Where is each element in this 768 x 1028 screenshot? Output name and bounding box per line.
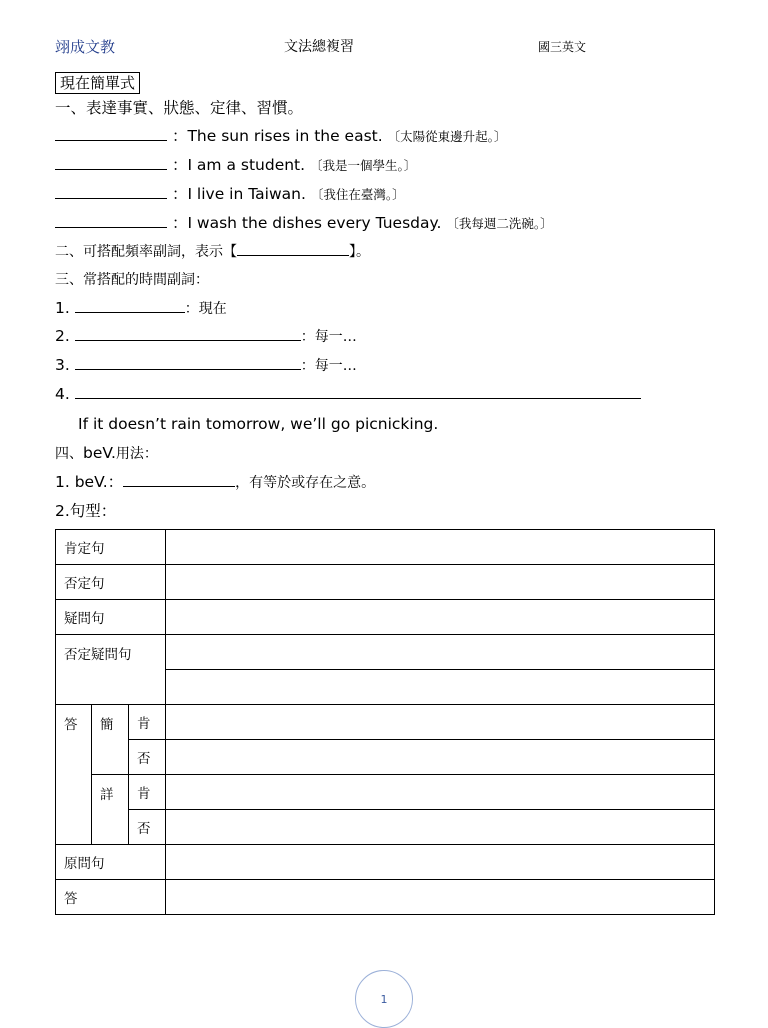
- row-label-negative: 否定句: [56, 565, 166, 600]
- item-suffix: ：每一…: [300, 329, 357, 345]
- s1-item-note: 〔太陽從東邊升起。〕: [387, 129, 507, 144]
- item-number: 4.: [55, 385, 70, 403]
- s3-item-4: [55, 383, 641, 405]
- answer-cell[interactable]: [166, 600, 715, 635]
- answer-cell[interactable]: [166, 775, 715, 810]
- row-label-original-question: 原問句: [56, 845, 166, 880]
- answer-cell[interactable]: [166, 565, 715, 600]
- s4-heading-prefix: 四、: [55, 446, 83, 462]
- s4-heading-word: beV.: [83, 444, 116, 462]
- s1-heading: 一、表達事實、狀態、定律、習慣。: [55, 99, 304, 117]
- s1-item-text: ：The sun rises in the east.: [171, 127, 383, 145]
- s4-heading: [55, 442, 158, 465]
- s3-item-2: [55, 325, 357, 348]
- answer-cell[interactable]: [166, 845, 715, 880]
- s4-heading-suffix: 用法：: [115, 446, 158, 462]
- row-label-yes: 肯: [129, 705, 166, 740]
- page-number: 1: [355, 970, 413, 1028]
- s3-example: If it doesn’t rain tomorrow, we’ll go picnicking.: [78, 415, 439, 433]
- answer-blank[interactable]: [75, 298, 185, 313]
- answer-blank[interactable]: [123, 472, 235, 487]
- s1-item-text: ：I wash the dishes every Tuesday.: [171, 214, 442, 232]
- answer-blank[interactable]: [75, 326, 301, 341]
- answer-blank[interactable]: [75, 355, 301, 370]
- s2-line: [55, 241, 370, 263]
- row-label-yes: 肯: [129, 775, 166, 810]
- s1-item-note: 〔我是一個學生。〕: [310, 158, 417, 173]
- row-label-negative-question: 否定疑問句: [56, 635, 166, 705]
- row-label-question: 疑問句: [56, 600, 166, 635]
- item-suffix: ：現在: [184, 301, 227, 317]
- answer-cell[interactable]: [166, 530, 715, 565]
- row-label-answer: 答: [56, 705, 92, 845]
- s1-item-note: 〔我住在臺灣。〕: [310, 187, 405, 202]
- answer-blank[interactable]: [55, 126, 167, 141]
- row-label-long: 詳: [92, 775, 129, 845]
- section-title: 現在簡單式: [55, 72, 140, 94]
- item-suffix: ：每一…: [300, 358, 357, 374]
- answer-blank[interactable]: [237, 241, 349, 256]
- answer-cell[interactable]: [166, 670, 715, 705]
- item-number: 2.: [55, 327, 70, 345]
- s3-item-1: [55, 297, 227, 320]
- s1-item-2: [55, 154, 416, 177]
- row-label-answer-2: 答: [56, 880, 166, 915]
- answer-blank[interactable]: [75, 384, 641, 399]
- s2-prefix: 二、可搭配頻率副詞，表示【: [55, 244, 237, 260]
- answer-cell[interactable]: [166, 740, 715, 775]
- s3-item-3: [55, 354, 357, 377]
- s4-item1-prefix: 1. beV.：: [55, 473, 124, 491]
- header-subject: 國三英文: [538, 40, 587, 54]
- s4-item-2: 2.句型：: [55, 502, 117, 520]
- header-title: 文法總複習: [284, 39, 354, 55]
- header-brand: 翊成文教: [55, 38, 116, 56]
- row-label-no: 否: [129, 740, 166, 775]
- s4-item-1: [55, 471, 375, 494]
- s1-item-4: [55, 212, 553, 235]
- s2-suffix: 】。: [349, 244, 370, 260]
- s3-heading: 三、常搭配的時間副詞：: [55, 272, 209, 288]
- s1-item-note: 〔我每週二洗碗。〕: [446, 216, 553, 231]
- answer-blank[interactable]: [55, 155, 167, 170]
- s1-item-text: ：I live in Taiwan.: [171, 185, 306, 203]
- answer-blank[interactable]: [55, 184, 167, 199]
- item-number: 1.: [55, 299, 70, 317]
- row-label-affirmative: 肯定句: [56, 530, 166, 565]
- s1-item-1: [55, 125, 506, 148]
- answer-blank[interactable]: [55, 213, 167, 228]
- s1-item-3: [55, 183, 405, 206]
- s4-item1-suffix: ，有等於或存在之意。: [235, 475, 376, 491]
- sentence-pattern-table: [55, 529, 715, 915]
- item-number: 3.: [55, 356, 70, 374]
- row-label-short: 簡: [92, 705, 129, 775]
- answer-cell[interactable]: [166, 810, 715, 845]
- answer-cell[interactable]: [166, 635, 715, 670]
- answer-cell[interactable]: [166, 705, 715, 740]
- answer-cell[interactable]: [166, 880, 715, 915]
- row-label-no: 否: [129, 810, 166, 845]
- s1-item-text: ：I am a student.: [171, 156, 306, 174]
